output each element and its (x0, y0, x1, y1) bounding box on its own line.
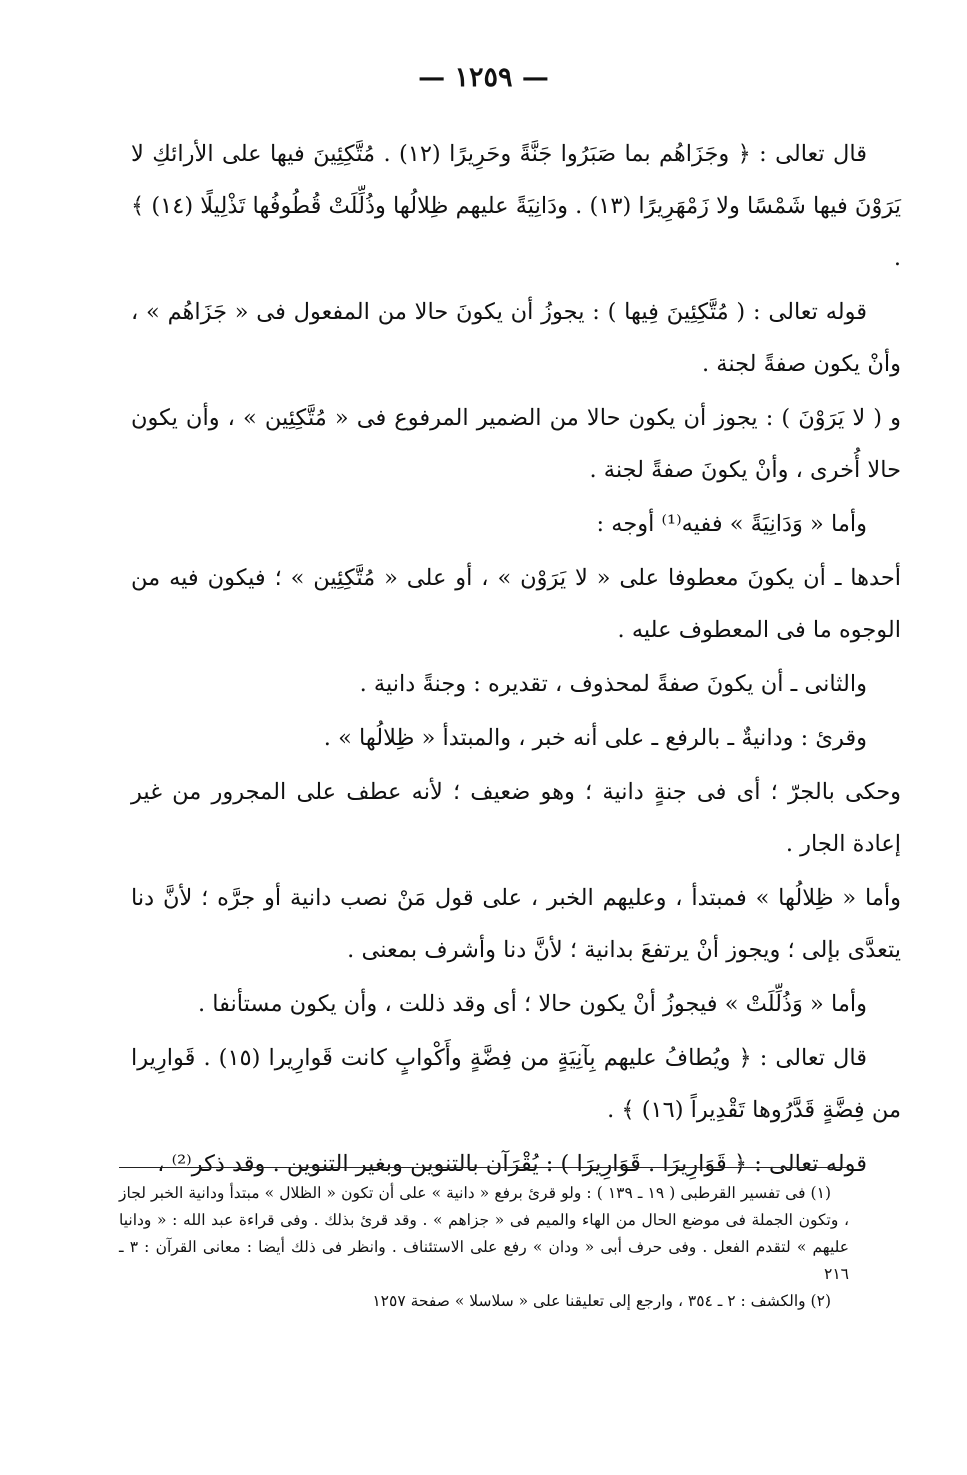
commentary-paragraph: قوله تعالى : ﴿ قَوَارِيرَا . قَوَارِيرَا ) : يُقْرَآن بالتنوين وبغير التنوين . وقد ذكر⁽²⁾ ، (157, 1151, 867, 1177)
page-number: — ١٢٥٩ — (418, 62, 549, 93)
footnotes (119, 1180, 849, 1315)
commentary-paragraph: وقرئ : ودانيةٌ ـ بالرفع ـ على أنه خبر ، والمبتدأ « ظِلالُها » . (323, 725, 867, 751)
commentary-paragraph: أحدها ـ أن يكونَ معطوفا على « لا يَرَوْن » ، أو على « مُتَّكِئِين » ؛ فيكون فيه من الوجوه ما فى المعطوف عليه . (131, 565, 901, 643)
commentary-paragraph: و ( لا يَرَوْنَ ) : يجوز أن يكون حالا من الضمير المرفوع فى « مُتَّكِئِين » ، وأن يكون حالا أُخرى ، وأنْ يكونَ صفةً لجنة . (131, 405, 901, 483)
main-text (131, 128, 901, 1192)
commentary-paragraph: وأما « وَذُلِّلَتْ » فيجوزُ أنْ يكون حالا ؛ أى وقد ذللت ، وأن يكون مستأنفا . (197, 991, 867, 1017)
footnote-divider (119, 1167, 849, 1168)
commentary-paragraph: وأما « ظِلالُها » فمبتدأ ، وعليهم الخبر ، على قول مَنْ نصب دانية أو جرَّه ؛ لأنَّ دنا يتعدَّى بإلى ؛ ويجوز أنْ يرتفعَ بدانية ؛ لأنَّ دنا وأشرف بمعنى . (131, 885, 901, 963)
footnote: (١) فى تفسير القرطبى ( ١٩ ـ ١٣٩ ) : ولو قرئ برفع « دانية » على أن تكون « الظلال » مبتدأ ودانية الخبر لجاز ، وتكون الجملة فى موضع الحال من الهاء والميم فى « جزاهم » . وقد قرئ بذلك . وفى قراءة عبد الله : « ودانيا عليهم » لتقدم الفعل . وفى حرف أبى « ودان » رفع على الاستئناف . وانظر فى ذلك أيضا : معانى القرآن : ٣ ـ ٢١٦ (119, 1184, 849, 1283)
verse-paragraph: قال تعالى : ﴿ ويُطافُ عليهم بِآنِيَةٍ من فِضَّةٍ وأَكْوابٍ كانت قَوارِيرا (١٥) . قَوارِيرا من فِضَّةٍ قَدَّرُوها تَقْدِيراً (١٦) ﴾ . (131, 1045, 901, 1123)
footnote: (٢) والكشف : ٢ ـ ٣٥٤ ، وارجع إلى تعليقنا على « سلاسلا » صفحة ١٢٥٧ (372, 1292, 831, 1310)
commentary-paragraph: وأما « وَدَانِيَةً » ففيه⁽¹⁾ أوجه : (596, 511, 867, 537)
commentary-paragraph: والثانى ـ أن يكونَ صفةً لمحذوف ، تقديره : وجنةً دانية . (359, 671, 867, 697)
commentary-paragraph: قوله تعالى : ( مُتَّكِئِينَ فِيها ) : يجوزُ أن يكونَ حالا من المفعول فى « جَزَاهُم » ، وأنْ يكون صفةً لجنة . (131, 299, 901, 377)
verse-paragraph: قال تعالى : ﴿ وجَزَاهُم بما صَبَرُوا جَنَّةً وحَرِيرًا (١٢) . مُتَّكِئِينَ فيها على الأرائكِ لا يَرَوْنَ فيها شَمْسًا ولا زَمْهَرِيرًا (١٣) . ودَانِيَةً عليهم ظِلالُها وذُلِّلَتْ قُطُوفُها تَذْلِيلًا (١٤) ﴾ . (131, 141, 901, 271)
commentary-paragraph: وحكى بالجرّ ؛ أى فى جنةٍ دانية ؛ وهو ضعيف ؛ لأنه عطف على المجرور من غير إعادة الجار . (131, 779, 901, 857)
